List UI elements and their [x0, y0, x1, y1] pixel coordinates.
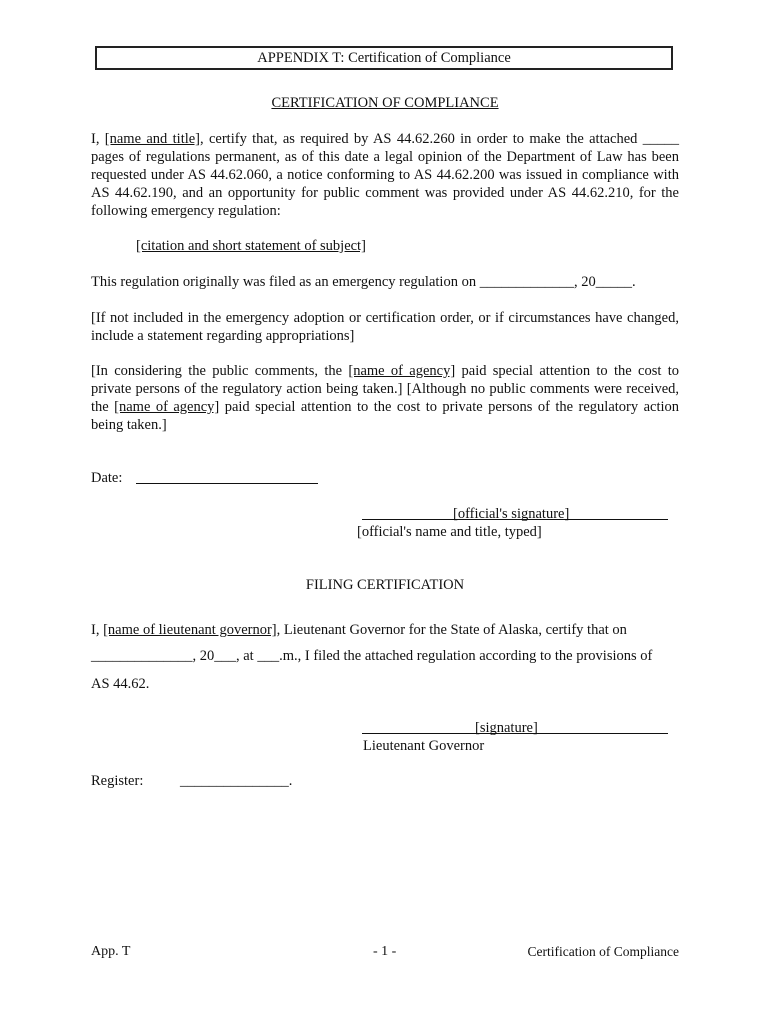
footer-right: Certification of Compliance — [527, 944, 679, 959]
filing-body: , Lieutenant Governor for the State of Alaska, certify that on — [276, 622, 627, 638]
footer-left: App. T — [91, 944, 131, 959]
register-label: Register: — [91, 773, 144, 789]
footer-page-number: - 1 - — [373, 944, 397, 959]
citation-field: [citation and short statement of subject] — [136, 238, 366, 254]
comments-text-b: paid special attention to the cost to private persons of the regulatory action being taken.] [Although no public comments were received, the — [91, 363, 679, 415]
agency-field-2: [name of agency] — [114, 399, 220, 415]
appendix-title-box: APPENDIX T: Certification of Compliance — [95, 46, 673, 70]
name-and-title-field: [name and title] — [104, 131, 201, 147]
filing-line-2: ______________, 20___, at ___.m., I filed the attached regulation according to the provisions of — [91, 648, 653, 664]
date-blank-line — [136, 483, 318, 484]
appropriations-paragraph: [If not included in the emergency adoption or certification order, or if circumstances have changed, include a statement regarding appropriations] — [91, 310, 679, 344]
document-title: CERTIFICATION OF COMPLIANCE — [271, 95, 499, 111]
filing-prefix: I, — [91, 622, 104, 638]
filing-certification-title: FILING CERTIFICATION — [305, 577, 465, 593]
public-comments-paragraph — [91, 362, 679, 434]
lg-title: Lieutenant Governor — [363, 738, 485, 754]
para-body: , certify that, as required by AS 44.62.260 in order to make the attached _____ pages of regulations permanent, as of this date a legal opinion of the Department of Law has been requested under AS 44.62.060, a notice conforming to AS 44.62.200 was issued in compliance with AS 44.62.190, and an opportunity for public comment was provided under AS 44.62.210, for the following emergency regulation: — [91, 131, 679, 219]
agency-field-1: [name of agency] — [348, 363, 456, 379]
filing-line-3: AS 44.62. — [91, 676, 150, 692]
emergency-filed-line: This regulation originally was filed as an emergency regulation on _____________, 20_____. — [91, 274, 636, 290]
register-blank: _______________. — [180, 773, 293, 789]
lieutenant-governor-field: [name of lieutenant governor] — [103, 622, 277, 638]
filing-line-1 — [91, 621, 627, 639]
comments-text-a: [In considering the public comments, the — [91, 363, 349, 379]
para-prefix: I, — [91, 131, 105, 147]
date-label: Date: — [91, 470, 123, 486]
official-name-label: [official's name and title, typed] — [357, 524, 542, 540]
comments-text-c: paid special attention to the cost to private persons of the regulatory action being taken.] — [91, 399, 680, 433]
official-signature-label: [official's signature] — [453, 506, 570, 522]
lg-signature-label: [signature] — [475, 720, 538, 736]
certification-paragraph — [91, 130, 679, 220]
